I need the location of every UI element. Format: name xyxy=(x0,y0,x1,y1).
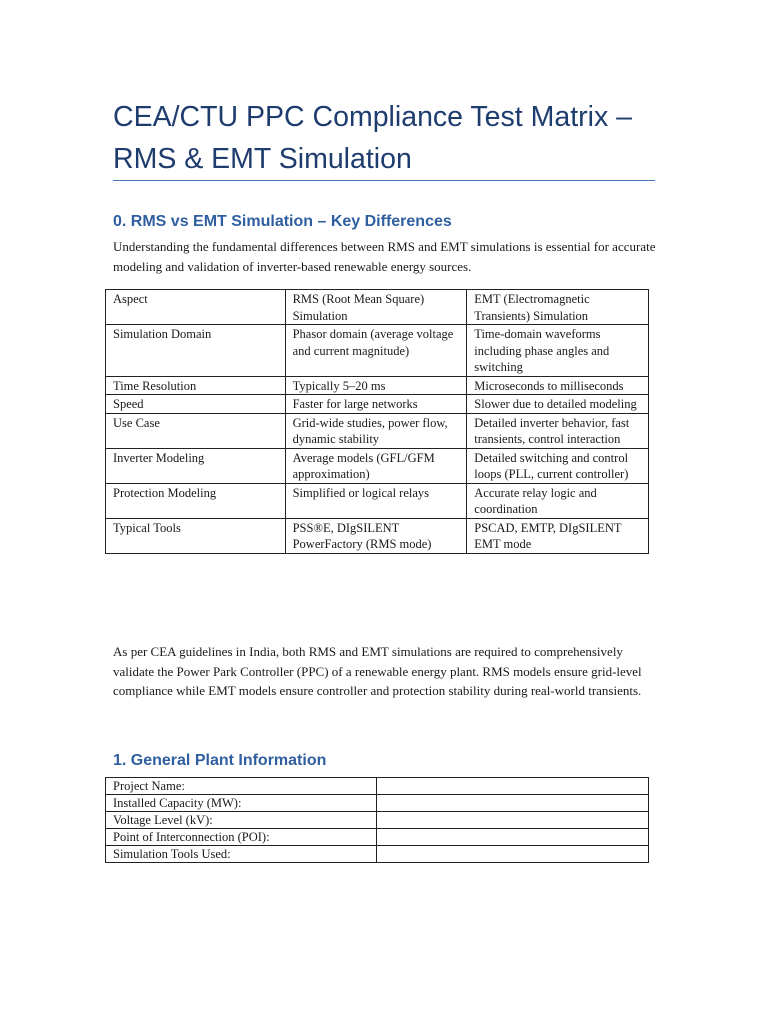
table-row xyxy=(106,829,649,846)
plant-info-table xyxy=(105,777,649,863)
table-cell: Accurate relay logic and coordination xyxy=(467,483,649,518)
table-header-row xyxy=(106,290,649,325)
table-cell: Grid-wide studies, power flow, dynamic stability xyxy=(285,413,467,448)
table-cell: Microseconds to milliseconds xyxy=(467,376,649,395)
field-label: Point of Interconnection (POI): xyxy=(106,829,377,846)
table-row xyxy=(106,483,649,518)
header-cell-aspect: Aspect xyxy=(106,290,286,325)
title-underline xyxy=(113,180,655,181)
header-cell-emt: EMT (Electromagnetic Transients) Simulation xyxy=(467,290,649,325)
table-cell: Detailed switching and control loops (PLL, current controller) xyxy=(467,448,649,483)
section-1-heading: 1. General Plant Information xyxy=(113,752,327,769)
table-row xyxy=(106,395,649,414)
table-row xyxy=(106,518,649,553)
field-value xyxy=(376,829,648,846)
table-row xyxy=(106,795,649,812)
table-cell: Average models (GFL/GFM approximation) xyxy=(285,448,467,483)
table-cell: Detailed inverter behavior, fast transients, control interaction xyxy=(467,413,649,448)
table-cell: Simulation Domain xyxy=(106,325,286,377)
table-row xyxy=(106,846,649,863)
table-cell: PSCAD, EMTP, DIgSILENT EMT mode xyxy=(467,518,649,553)
header-cell-rms: RMS (Root Mean Square) Simulation xyxy=(285,290,467,325)
rms-emt-comparison-table xyxy=(105,289,649,554)
field-label: Simulation Tools Used: xyxy=(106,846,377,863)
field-value xyxy=(376,795,648,812)
section-0-closing: As per CEA guidelines in India, both RMS and EMT simulations are required to comprehensively validate the Power Park Controller (PPC) of a renewable energy plant. RMS models ensure grid-level compliance while EMT models ensure controller and protection stability during real-world transients. xyxy=(113,644,642,699)
table-cell: Typically 5–20 ms xyxy=(285,376,467,395)
table-cell: Protection Modeling xyxy=(106,483,286,518)
table-row xyxy=(106,325,649,377)
table-cell: Use Case xyxy=(106,413,286,448)
table-cell: Slower due to detailed modeling xyxy=(467,395,649,414)
table-cell: Faster for large networks xyxy=(285,395,467,414)
table-row xyxy=(106,413,649,448)
table-cell: PSS®E, DIgSILENT PowerFactory (RMS mode) xyxy=(285,518,467,553)
table-cell: Phasor domain (average voltage and current magnitude) xyxy=(285,325,467,377)
field-label: Voltage Level (kV): xyxy=(106,812,377,829)
field-value xyxy=(376,778,648,795)
table-cell: Inverter Modeling xyxy=(106,448,286,483)
table-row xyxy=(106,812,649,829)
table-cell: Typical Tools xyxy=(106,518,286,553)
field-value xyxy=(376,846,648,863)
table-cell: Time Resolution xyxy=(106,376,286,395)
document-title: CEA/CTU PPC Compliance Test Matrix – RMS & EMT Simulation xyxy=(113,101,632,175)
table-cell: Speed xyxy=(106,395,286,414)
table-cell: Simplified or logical relays xyxy=(285,483,467,518)
table-row xyxy=(106,448,649,483)
field-label: Project Name: xyxy=(106,778,377,795)
table-row xyxy=(106,376,649,395)
field-label: Installed Capacity (MW): xyxy=(106,795,377,812)
section-0-intro: Understanding the fundamental differences between RMS and EMT simulations is essential for accurate modeling and validation of inverter-based renewable energy sources. xyxy=(113,239,656,274)
table-row xyxy=(106,778,649,795)
section-0-heading: 0. RMS vs EMT Simulation – Key Differences xyxy=(113,213,452,230)
table-cell: Time-domain waveforms including phase angles and switching xyxy=(467,325,649,377)
field-value xyxy=(376,812,648,829)
